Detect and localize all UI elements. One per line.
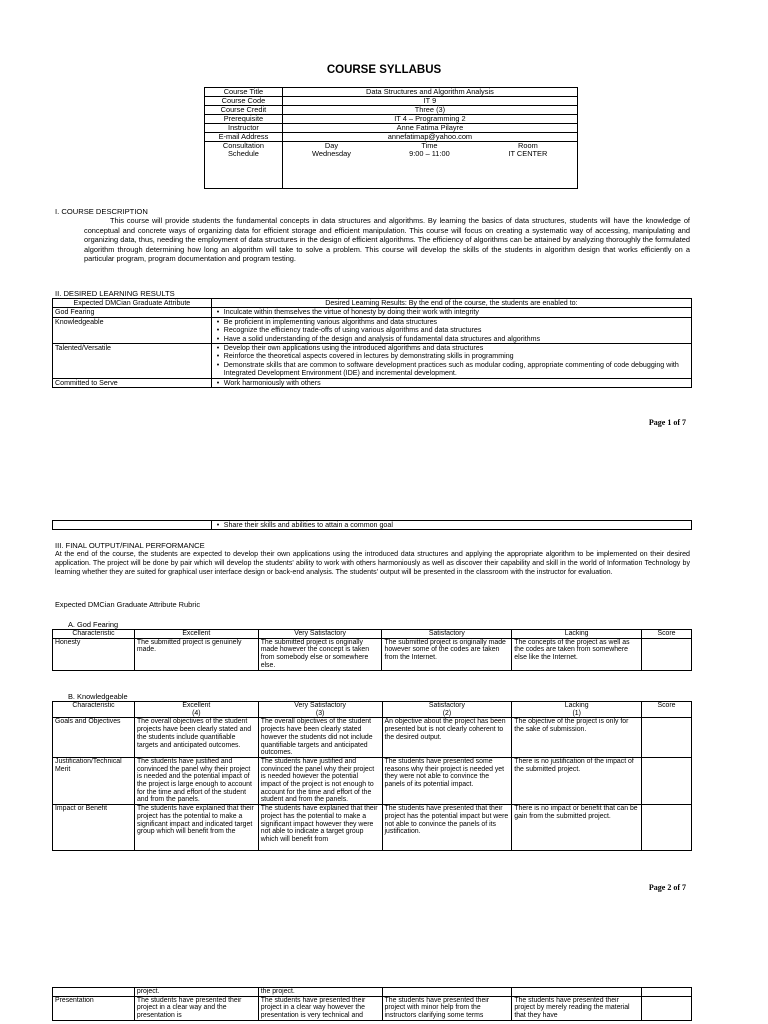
table-cell: The overall objectives of the student projects have been clearly stated however the students did not include quantifiable targets and anticipated outcomes. xyxy=(258,718,382,758)
table-cell: The students have presented their project in a clear way however the presentation is very technical and xyxy=(258,996,382,1020)
dlr-header-results: Desired Learning Results: By the end of the course, the students are enabled to: xyxy=(211,299,691,308)
day-label: Day xyxy=(324,141,339,150)
rubric-a-excellent: The submitted project is genuinely made. xyxy=(134,638,258,670)
table-cell xyxy=(512,988,642,997)
rubric-header-excellent: Excellent xyxy=(134,630,258,639)
header-label: Lacking xyxy=(564,702,589,709)
score-cell xyxy=(642,996,692,1020)
course-credit-label: Course Credit xyxy=(205,106,283,115)
rubric-a-satisfactory: The submitted project is originally made however some of the codes are taken from the Internet. xyxy=(382,638,512,670)
course-description-text: This course will provide students the fundamental concepts in data structures and algorithms. By learning the basics of data structures, students will have the knowledge of conceptual and concrete ways of organizing data for efficient storage and efficient manipulation. This course will focus on creating a systematic way of accessing, manipulating and organizing data, thus, needing the employment of data structures in the design of efficient algorithms. The efficiency of algorithms can be attained by analyzing thoroughly the formulated algorithm through determining how long an algorithm will take to solve a problem. This course will develop the skills of the students in algorithm design that works efficiently on a particular program, program documentation and program testing. xyxy=(84,216,690,264)
table-cell: the project. xyxy=(258,988,382,997)
dlr-results-knowledgeable xyxy=(211,317,691,343)
rubric-a-title: A. God Fearing xyxy=(68,620,119,629)
list-item: • Be proficient in implementing various algorithms and data structures xyxy=(224,318,689,326)
course-code-label: Course Code xyxy=(205,97,283,106)
consultation-label xyxy=(205,142,283,189)
rubric-b-header-excellent xyxy=(134,702,258,718)
room-value: IT CENTER xyxy=(508,149,548,158)
email-label: E-mail Address xyxy=(205,133,283,142)
consultation-label-line1: Consultation xyxy=(222,141,264,150)
table-cell xyxy=(382,988,512,997)
rubric-b-char-presentation: Presentation xyxy=(53,996,135,1020)
table-cell: The students have presented their project by merely reading the material that they have xyxy=(512,996,642,1020)
header-points: (3) xyxy=(315,709,325,717)
page-number-1: Page 1 of 7 xyxy=(648,418,686,427)
desired-learning-results-table xyxy=(52,298,692,388)
table-cell: The students have justified and convinced the panel why their project is needed however the potential impact of the project is not enough to account for the time and effort of the student and from the panels. xyxy=(258,757,382,804)
score-cell xyxy=(642,757,692,804)
rubric-b-header-lacking xyxy=(512,702,642,718)
room-cell xyxy=(479,142,578,189)
page-title: COURSE SYLLABUS xyxy=(326,64,442,76)
rubric-knowledgeable-table xyxy=(52,701,692,851)
day-value: Wednesday xyxy=(312,149,351,158)
rubric-b-char-justification: Justification/Technical Merit xyxy=(53,757,135,804)
header-points: (2) xyxy=(442,709,452,717)
dlr-attr-committed: Committed to Serve xyxy=(53,378,212,387)
rubric-a-lacking: The concepts of the project as well as the codes are taken from somewhere else like the Internet. xyxy=(512,638,642,670)
rubric-header-satisfactory: Satisfactory xyxy=(382,630,512,639)
course-info-table xyxy=(204,87,578,189)
course-credit-value: Three (3) xyxy=(282,106,577,115)
dlr-results-god-fearing xyxy=(211,308,691,317)
time-label: Time xyxy=(421,141,438,150)
dlr-attr-committed-cont xyxy=(53,521,212,530)
header-label: Satisfactory xyxy=(428,702,465,709)
dlr-attr-knowledgeable: Knowledgeable xyxy=(53,317,212,343)
time-value: 9:00 – 11:00 xyxy=(409,149,450,158)
table-cell: The students have presented that their project has the potential impact but were not able to convince the panels of its justification. xyxy=(382,805,512,851)
rubric-b-header-score: Score xyxy=(642,702,692,718)
dlr-results-committed xyxy=(211,378,691,387)
rubric-b-header-satisfactory xyxy=(382,702,512,718)
course-description-heading: I. COURSE DESCRIPTION xyxy=(55,207,148,216)
consultation-label-line2: Schedule xyxy=(228,149,259,158)
prerequisite-label: Prerequisite xyxy=(205,115,283,124)
day-cell xyxy=(282,142,380,189)
table-cell: There is no impact or benefit that can be gain from the submitted project. xyxy=(512,805,642,851)
rubric-b-char-impact: Impact or Benefit xyxy=(53,805,135,851)
rubric-b-header-characteristic: Characteristic xyxy=(53,702,135,718)
table-cell: The students have explained that their project has the potential to make a significant impact and indicated target group which will benefit from the xyxy=(134,805,258,851)
score-cell xyxy=(642,805,692,851)
instructor-label: Instructor xyxy=(205,124,283,133)
rubric-header-lacking: Lacking xyxy=(512,630,642,639)
rubric-header-score: Score xyxy=(642,630,692,639)
header-points: (1) xyxy=(572,709,581,717)
rubric-header-characteristic: Characteristic xyxy=(53,630,135,639)
rubric-god-fearing-table xyxy=(52,629,692,671)
table-cell: The students have explained that their project has the potential to make a significant impact however they were not able to indicate a target group which will benefit from xyxy=(258,805,382,851)
list-item: • Recognize the efficiency trade-offs of using various algorithms and data structures xyxy=(224,326,689,334)
list-item: • Demonstrate skills that are common to software development practices such as modular coding, appropriate commenting of code debugging with Integrated Development Environment (IDE) and incremental development. xyxy=(224,361,689,378)
time-cell xyxy=(380,142,479,189)
header-points: (4) xyxy=(192,709,201,717)
dlr-header-attribute: Expected DMCian Graduate Attribute xyxy=(53,299,212,308)
rubric-knowledgeable-table-continued xyxy=(52,987,692,1021)
final-output-heading: III. FINAL OUTPUT/FINAL PERFORMANCE xyxy=(55,541,205,550)
final-output-text: At the end of the course, the students are expected to develop their own applications using the introduced data structures and applying the appropriate algorithm to be implemented on their desired application. The project will be done by pair which will develop the students' ability to work with others harmoniously as well as discover their capability and skill in the world of Information Technology by learning whether they are suited for graphical user interface design or back-end analysis. The students' output will be presented in the classroom with the instructor for evaluation. xyxy=(55,550,690,576)
table-cell: The objective of the project is only for the sake of submission. xyxy=(512,718,642,758)
desired-learning-results-table-continued xyxy=(52,520,692,530)
rubric-b-header-very-satisfactory xyxy=(258,702,382,718)
table-cell: The students have presented some reasons why their project is needed yet they were not able to convince the panels of its potential impact. xyxy=(382,757,512,804)
dlr-results-committed-cont xyxy=(211,521,691,530)
course-code-value: IT 9 xyxy=(282,97,577,106)
score-cell xyxy=(642,988,692,997)
rubric-title: Expected DMCian Graduate Attribute Rubric xyxy=(55,600,201,609)
dlr-results-talented xyxy=(211,344,691,379)
prerequisite-value: IT 4 – Programming 2 xyxy=(282,115,577,124)
rubric-b-char-goals: Goals and Objectives xyxy=(53,718,135,758)
list-item: • Work harmoniously with others xyxy=(224,379,689,387)
instructor-value: Anne Fatima Pilayre xyxy=(282,124,577,133)
table-cell: There is no justification of the impact of the submitted project. xyxy=(512,757,642,804)
table-cell: The students have presented their project in a clear way and the presentation is xyxy=(134,996,258,1020)
dlr-attr-talented: Talented/Versatile xyxy=(53,344,212,379)
desired-learning-results-heading: II. DESIRED LEARNING RESULTS xyxy=(55,289,175,298)
dlr-attr-god-fearing: God Fearing xyxy=(53,308,212,317)
table-cell: An objective about the project has been presented but is not clearly coherent to the desired output. xyxy=(382,718,512,758)
rubric-b-title: B. Knowledgeable xyxy=(68,692,128,701)
list-item: • Develop their own applications using the introduced algorithms and data structures xyxy=(224,344,689,352)
rubric-a-char: Honesty xyxy=(53,638,135,670)
list-item: • Inculcate within themselves the virtue of honesty by doing their work with integrity xyxy=(224,308,689,316)
course-title-label: Course Title xyxy=(205,88,283,97)
score-cell xyxy=(642,718,692,758)
table-cell xyxy=(53,988,135,997)
list-item: • Share their skills and abilities to attain a common goal xyxy=(224,521,689,529)
table-cell: The students have presented their project with minor help from the instructors clarifying some terms xyxy=(382,996,512,1020)
list-item: • Have a solid understanding of the design and analysis of fundamental data structures and algorithms xyxy=(224,335,689,343)
table-cell: The students have justified and convinced the panel why their project is needed and the potential impact of the project is large enough to account for the time and effort of the student and from the panels. xyxy=(134,757,258,804)
course-title-value: Data Structures and Algorithm Analysis xyxy=(282,88,577,97)
rubric-header-very-satisfactory: Very Satisfactory xyxy=(258,630,382,639)
header-label: Excellent xyxy=(182,702,211,709)
email-value: annefatimap@yahoo.com xyxy=(282,133,577,142)
page-number-2: Page 2 of 7 xyxy=(648,883,686,892)
rubric-a-very-satisfactory: The submitted project is originally made however the concept is taken from somebody else or somewhere else. xyxy=(258,638,382,670)
rubric-a-score xyxy=(642,638,692,670)
header-label: Very Satisfactory xyxy=(294,702,346,709)
table-cell: The overall objectives of the student projects have been clearly stated and the students include quantifiable targets and anticipated outcomes. xyxy=(134,718,258,758)
room-label: Room xyxy=(518,141,538,150)
table-cell: project. xyxy=(134,988,258,997)
list-item: • Reinforce the theoretical aspects covered in lectures by demonstrating skills in programming xyxy=(224,352,689,360)
